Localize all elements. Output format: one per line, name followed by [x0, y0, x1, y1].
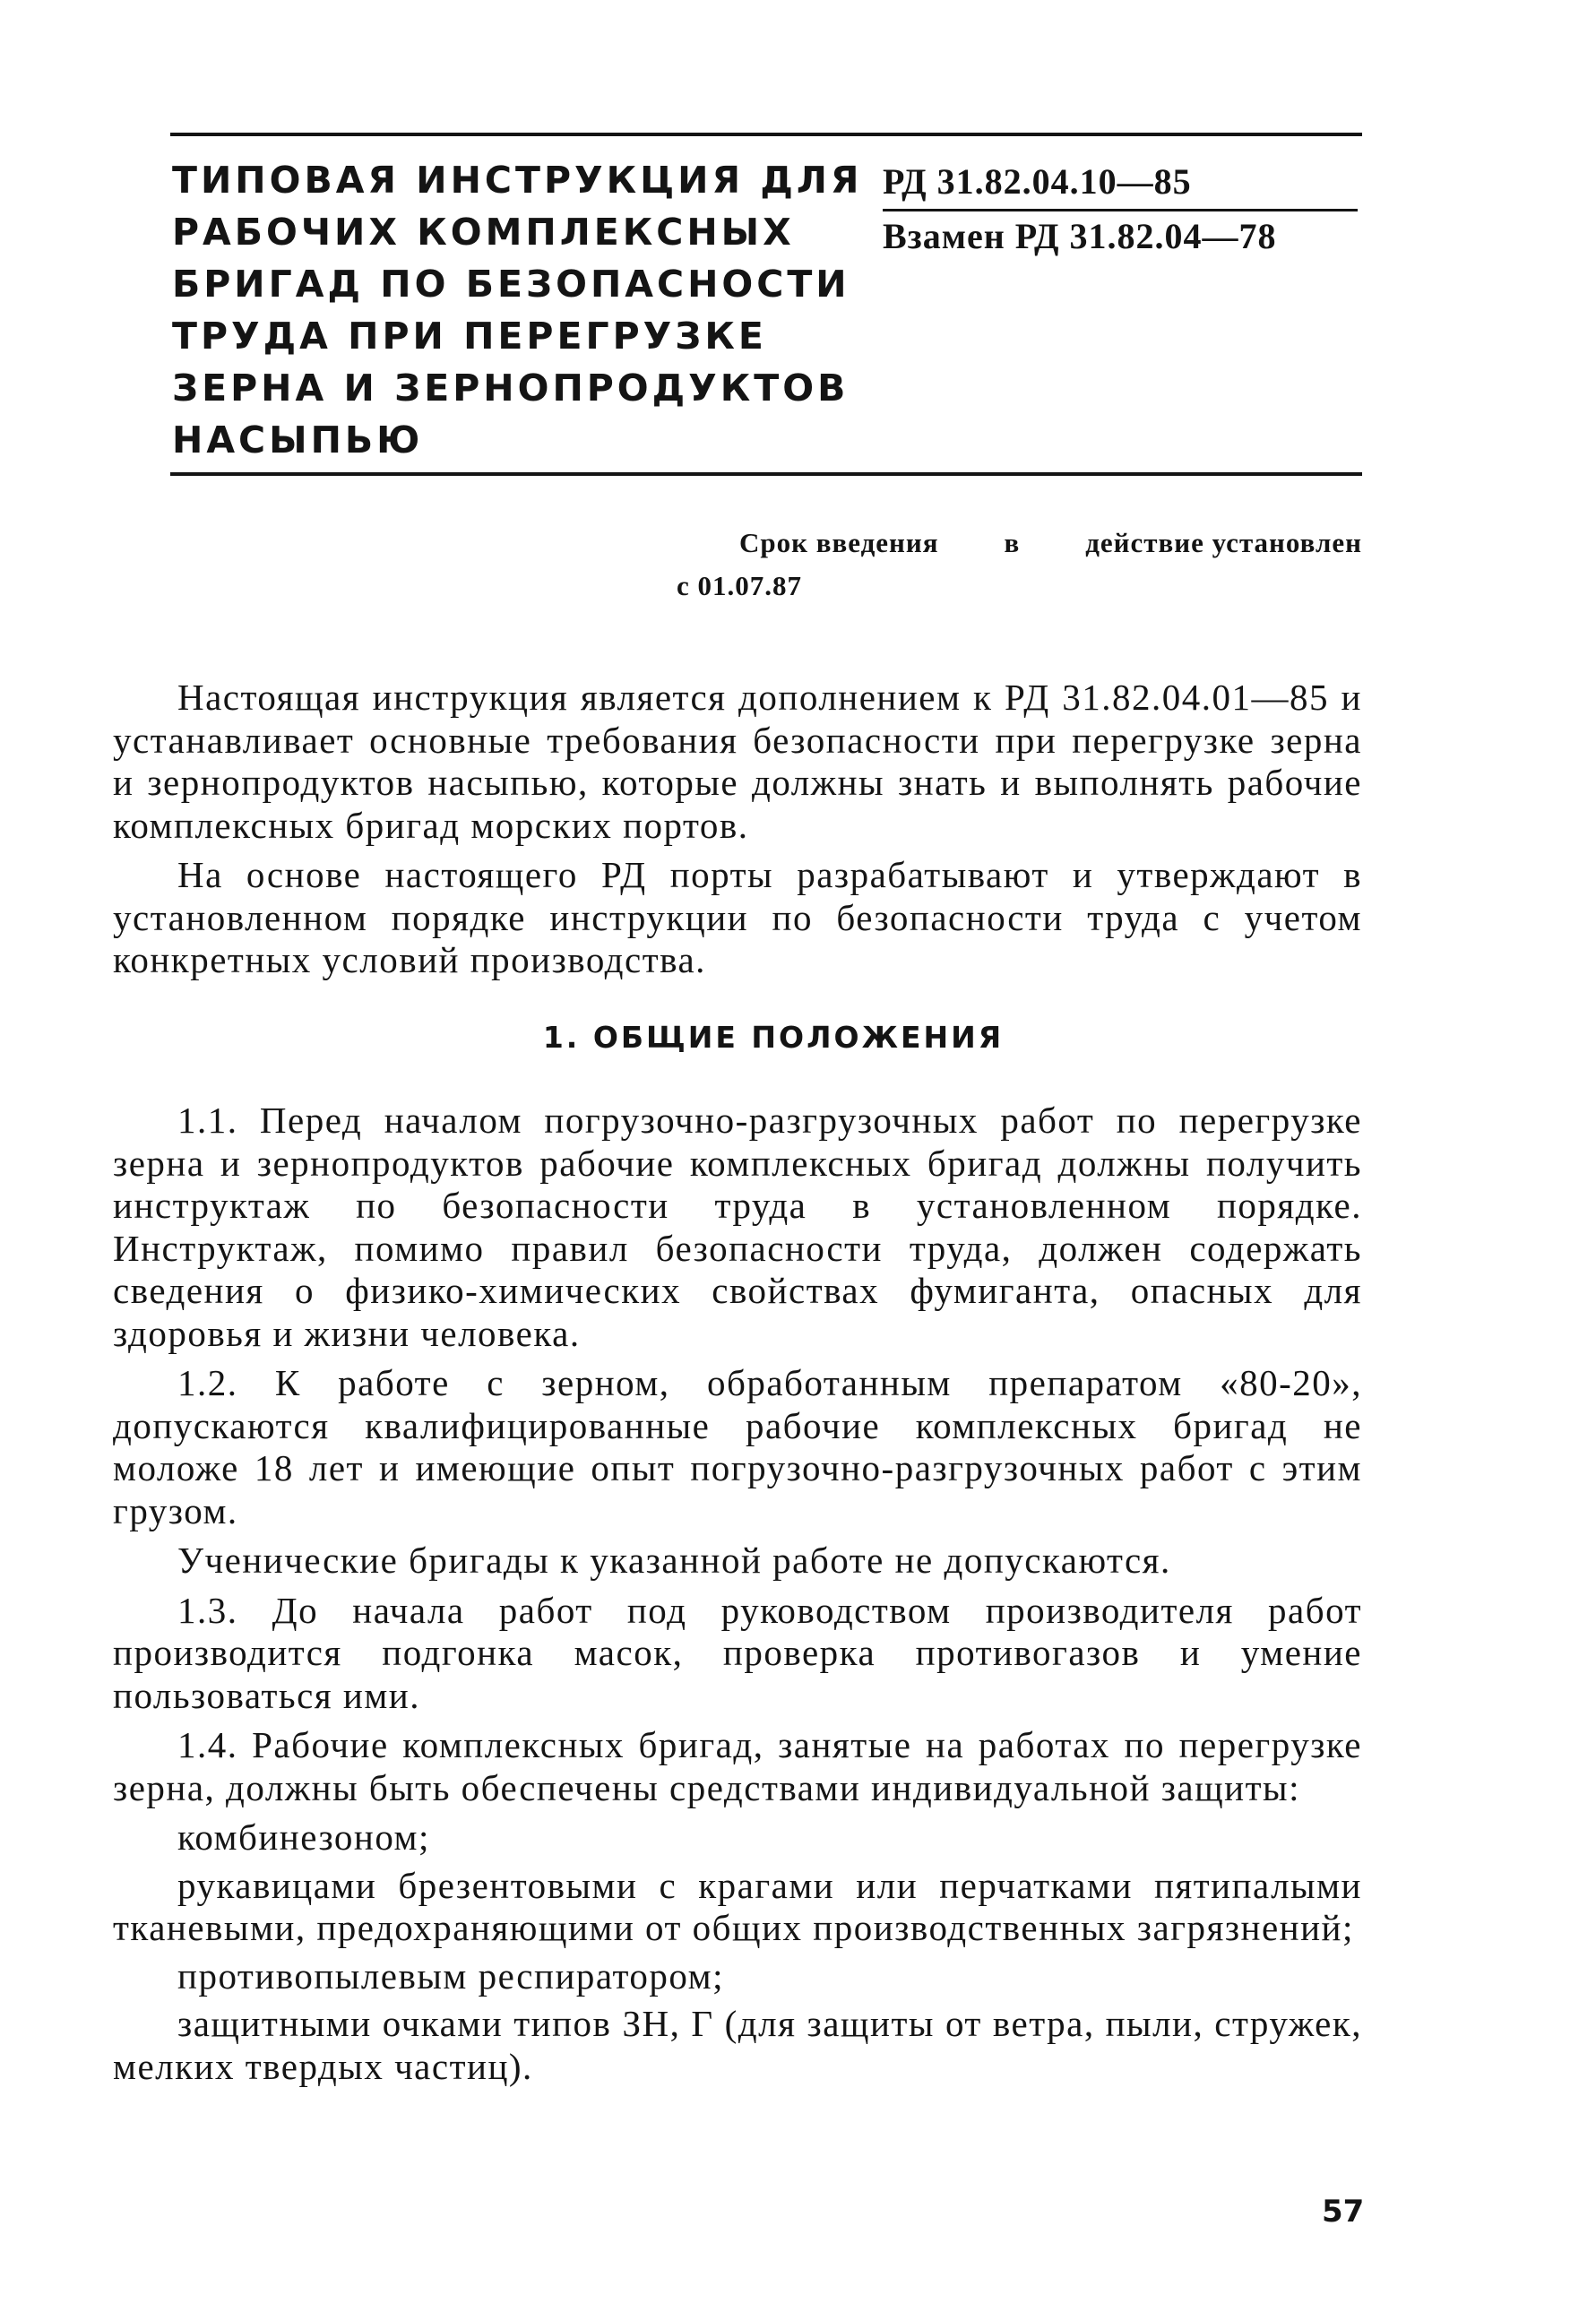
ppe-list-item: противопылевым респиратором; — [177, 1954, 724, 1997]
title-line: РАБОЧИХ КОМПЛЕКСНЫХ — [172, 211, 795, 254]
clause-1-2: 1.2. К работе с зерном, обработанным препаратом «80-20», допускаются квалифицированные рабочие комплексных бригад не моложе 18 лет и имеющие опыт погрузочно-разгрузочных работ с этим грузом. — [113, 1362, 1362, 1531]
effective-date-note — [677, 522, 1362, 608]
title-line: ТРУДА ПРИ ПЕРЕГРУЗКЕ — [172, 315, 767, 358]
intro-paragraph: Настоящая инструкция является дополнением к РД 31.82.04.01—85 и устанавливает основные требования безопасности при перегрузке зерна и зернопродуктов насыпью, которые должны знать и выполнять рабочие комплексных бригад морских портов. — [113, 677, 1362, 846]
ppe-list-item: комбинезоном; — [177, 1816, 430, 1858]
clause-1-4: 1.4. Рабочие комплексных бригад, занятые на работах по перегрузке зерна, должны быть обеспечены средствами индивидуальной защиты: — [113, 1724, 1362, 1808]
document-code-block — [883, 157, 1362, 262]
document-code: РД 31.82.04.10—85 — [883, 157, 1358, 211]
document-title — [172, 154, 863, 466]
bottom-rule — [170, 472, 1362, 476]
effective-word: действие установлен — [1085, 527, 1362, 558]
intro-paragraph: На основе настоящего РД порты разрабатывают и утверждают в установленном порядке инструкции по безопасности труда с учетом конкретных условий производства. — [113, 854, 1362, 980]
clause-1-1: 1.1. Перед началом погрузочно-разгрузочных работ по перегрузке зерна и зернопродуктов рабочие комплексных бригад должны получить инструктаж по безопасности труда в установленном порядке. Инструктаж, помимо правил безопасности труда, должен содержать сведения о физико-химических свойствах фумиганта, опасных для здоровья и жизни человека. — [113, 1100, 1362, 1354]
title-line: БРИГАД ПО БЕЗОПАСНОСТИ — [172, 263, 850, 306]
title-line: НАСЫПЬЮ — [172, 418, 424, 462]
effective-date: с 01.07.87 — [677, 570, 803, 601]
effective-word: Срок введения — [739, 527, 939, 558]
body-text — [113, 677, 1362, 2093]
ppe-list-item: защитными очками типов ЗН, Г (для защиты от ветра, пыли, стружек, мелких твердых частиц). — [113, 2003, 1362, 2087]
top-rule — [170, 133, 1362, 136]
clause-1-2-note: Ученические бригады к указанной работе не допускаются. — [177, 1540, 1171, 1581]
page-number: 57 — [1322, 2194, 1365, 2230]
ppe-list-item: рукавицами брезентовыми с крагами или перчатками пятипалыми тканевыми, предохраняющими от общих производственных загрязнений; — [113, 1864, 1362, 1948]
title-line: ТИПОВАЯ ИНСТРУКЦИЯ ДЛЯ — [172, 159, 863, 202]
effective-date-line — [677, 522, 1362, 565]
section-heading: 1. ОБЩИЕ ПОЛОЖЕНИЯ — [542, 1019, 1005, 1055]
replaces-code: Взамен РД 31.82.04—78 — [883, 216, 1277, 256]
clause-1-3: 1.3. До начала работ под руководством производителя работ производится подгонка масок, проверка противогазов и умение пользоваться ими. — [113, 1589, 1362, 1716]
effective-word: в — [1004, 527, 1021, 558]
title-line: ЗЕРНА И ЗЕРНОПРОДУКТОВ — [172, 367, 850, 410]
